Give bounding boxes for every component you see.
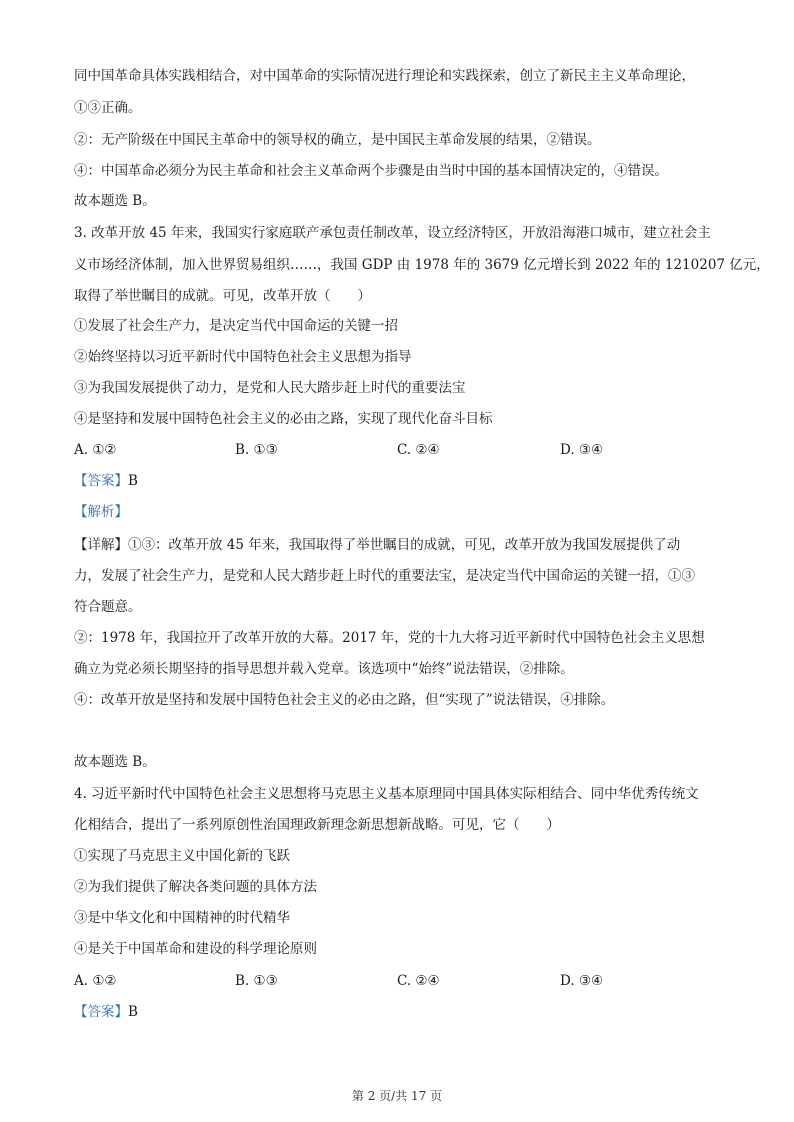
paragraph-line: 同中国革命具体实践相结合，对中国革命的实际情况进行理论和实践探索，创立了新民主主义革命理论， xyxy=(74,68,695,84)
answer-tag: 【答案】 xyxy=(74,1004,128,1020)
explanation-line: 力，发展了社会生产力，是党和人民大踏步赶上时代的重要法宝，是决定当代中国命运的关键一招，①③ xyxy=(74,568,695,584)
paragraph-line: ②：无产阶级在中国民主革命中的领导权的确立，是中国民主革命发展的结果，②错误。 xyxy=(74,132,601,148)
question-4-statement: ①实现了马克思主义中国化新的飞跃 xyxy=(74,848,290,864)
question-3-statement: ④是坚持和发展中国特色社会主义的必由之路，实现了现代化奋斗目标 xyxy=(74,411,493,427)
explanation-line: ②：1978 年，我国拉开了改革开放的大幕。2017 年，党的十九大将习近平新时代中国特色社会主义思想 xyxy=(74,630,705,646)
explanation-text: ①③：改革开放 45 年来，我国取得了举世瞩目的成就，可见，改革开放为我国发展提供了动 xyxy=(128,537,681,553)
explanation-line: ④：改革开放是坚持和发展中国特色社会主义的必由之路，但“实现了”说法错误，④排除。 xyxy=(74,692,615,708)
analysis-heading xyxy=(74,502,734,522)
question-4-stem: 化相结合，提出了一系列原创性治国理政新理念新思想新战略。可见，它（ ） xyxy=(74,817,560,833)
question-3-statement: ①发展了社会生产力，是决定当代中国命运的关键一招 xyxy=(74,318,398,334)
option-d: D. ③④ xyxy=(560,973,604,989)
option-b: B. ①③ xyxy=(235,973,278,989)
answer-line xyxy=(74,1002,734,1022)
question-4-stem: 4. 习近平新时代中国特色社会主义思想将马克思主义基本原理同中国具体实际相结合、同中华优秀传统文 xyxy=(74,786,699,802)
conclusion-line: 故本题选 B。 xyxy=(74,193,156,209)
question-3-statement: ②始终坚持以习近平新时代中国特色社会主义思想为指导 xyxy=(74,349,412,365)
answer-value: B xyxy=(128,1004,138,1020)
option-d: D. ③④ xyxy=(560,442,604,458)
option-a: A. ①② xyxy=(74,442,117,458)
question-3-stem: 义市场经济体制，加入世界贸易组织……，我国 GDP 由 1978 年的 3679 亿元增长到 2022 年的 1210207 亿元， xyxy=(74,257,770,273)
question-4-statement: ④是关于中国革命和建设的科学理论原则 xyxy=(74,941,317,957)
question-4-statement: ③是中华文化和中国精神的时代精华 xyxy=(74,910,290,926)
option-b: B. ①③ xyxy=(235,442,278,458)
answer-tag: 【答案】 xyxy=(74,473,128,489)
question-3-stem: 3. 改革开放 45 年来，我国实行家庭联产承包责任制改革，设立经济特区，开放沿海港口城市，建立社会主 xyxy=(74,225,711,241)
option-c: C. ②④ xyxy=(397,442,440,458)
answer-line xyxy=(74,471,734,491)
explanation-line xyxy=(74,535,734,555)
question-4-options xyxy=(74,971,734,991)
explanation-line: 确立为党必须长期坚持的指导思想并载入党章。该选项中“始终”说法错误，②排除。 xyxy=(74,661,574,677)
detail-tag: 【详解】 xyxy=(74,537,128,553)
paragraph-line: ①③正确。 xyxy=(74,100,142,116)
answer-value: B xyxy=(128,473,138,489)
page-number-footer: 第 2 页/共 17 页 xyxy=(351,1089,443,1103)
question-4-statement: ②为我们提供了解决各类问题的具体方法 xyxy=(74,879,317,895)
option-a: A. ①② xyxy=(74,973,117,989)
paragraph-line: ④：中国革命必须分为民主革命和社会主义革命两个步骤是由当时中国的基本国情决定的，④错误。 xyxy=(74,163,668,179)
question-3-statement: ③为我国发展提供了动力，是党和人民大踏步赶上时代的重要法宝 xyxy=(74,380,466,396)
conclusion-line: 故本题选 B。 xyxy=(74,754,156,770)
explanation-line: 符合题意。 xyxy=(74,599,142,615)
question-3-options xyxy=(74,440,734,460)
analysis-tag: 【解析】 xyxy=(74,504,128,520)
question-3-stem: 取得了举世瞩目的成就。可见，改革开放（ ） xyxy=(74,288,371,304)
option-c: C. ②④ xyxy=(397,973,440,989)
